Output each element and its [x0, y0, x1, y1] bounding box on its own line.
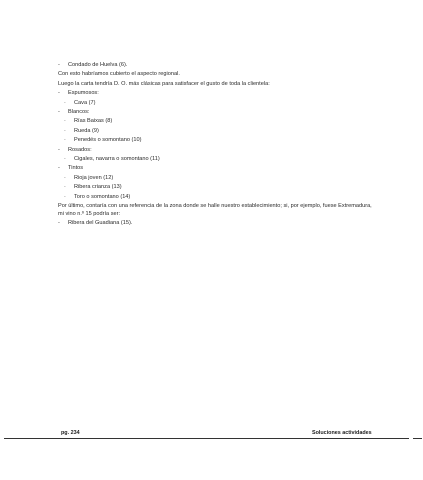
- paragraph: Luego la carta tendría D. O. más clásicas para satisfacer el gusto de toda la clientela:: [58, 80, 270, 87]
- footer-rule: [4, 438, 409, 439]
- sub-list-item: · Rueda (9): [58, 127, 378, 136]
- paragraph: Con esto habríamos cubierto el aspecto regional.: [58, 71, 180, 78]
- page-number: pg. 234: [61, 430, 80, 436]
- list-item: - Blancos:: [58, 108, 378, 117]
- list-item: - Espumosos:: [58, 89, 378, 98]
- sub-list-item: · Rioja joven (12): [58, 174, 378, 183]
- sub-list-item: · Cava (7): [58, 99, 378, 108]
- dot-bullet: ·: [64, 127, 66, 134]
- dash-bullet: -: [58, 165, 60, 172]
- list-item: - Tintos: [58, 164, 378, 173]
- dot-bullet: ·: [64, 184, 66, 191]
- section-title: Soluciones actividades: [312, 430, 372, 436]
- page-body: [58, 61, 378, 229]
- dash-bullet: -: [58, 146, 60, 153]
- page-footer: [0, 429, 423, 441]
- sub-list-item: · Ribera crianza (13): [58, 183, 378, 192]
- dot-bullet: ·: [64, 156, 66, 163]
- dot-bullet: ·: [64, 193, 66, 200]
- dot-bullet: ·: [64, 118, 66, 125]
- dot-bullet: ·: [64, 174, 66, 181]
- list-item: - Ribera del Guadiana (15).: [58, 219, 378, 228]
- sub-list-item: · Toro o somontano (14): [58, 193, 378, 202]
- dash-bullet: -: [58, 62, 60, 68]
- sub-list-item: · Cigales, navarra o somontano (11): [58, 155, 378, 164]
- list-item: - Condado de Huelva (6).: [58, 61, 378, 70]
- list-item: - Rosados:: [58, 146, 378, 155]
- dot-bullet: ·: [64, 137, 66, 144]
- dash-bullet: -: [58, 220, 60, 227]
- sub-list-item: · Rías Baixas (8): [58, 117, 378, 126]
- dash-bullet: -: [58, 109, 60, 116]
- sub-list-item: · Penedés o somontano (10): [58, 136, 378, 145]
- dash-bullet: -: [58, 90, 60, 97]
- dot-bullet: ·: [64, 99, 66, 106]
- paragraph: Por último, contaría con una referencia de la zona donde se halle nuestro establecimiento; si, por ejemplo, fuese Extremadura, mi vino n.º 15 podría ser:: [58, 203, 372, 217]
- footer-rule-short: [413, 438, 422, 439]
